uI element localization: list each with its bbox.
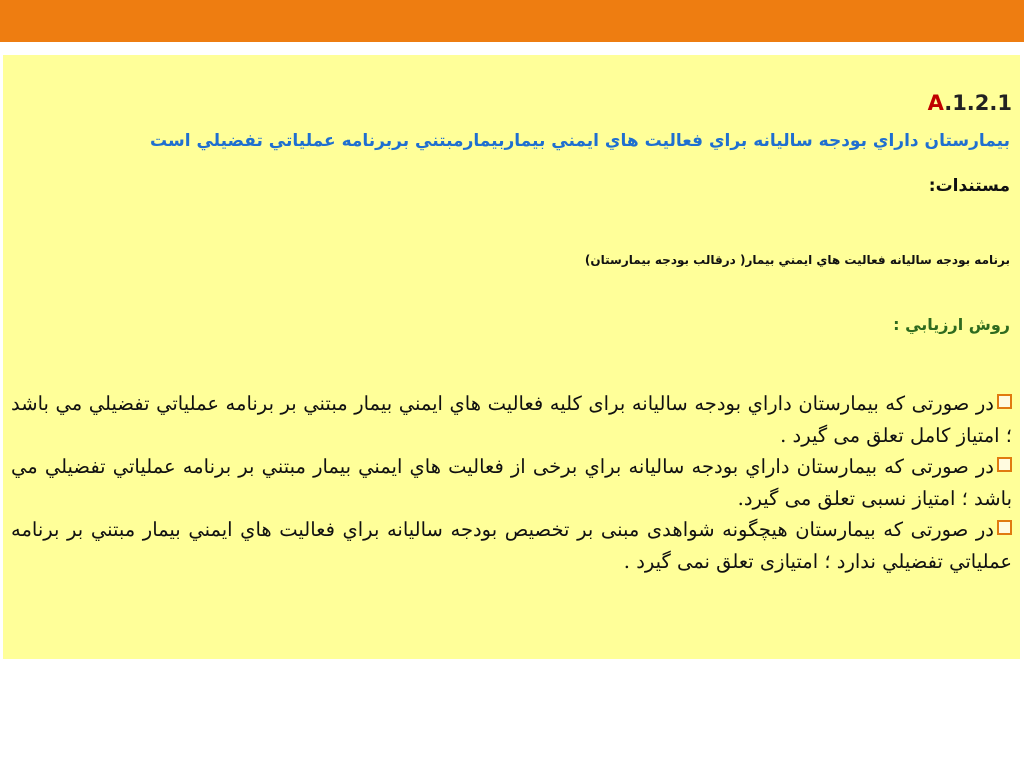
evaluation-label: روش ارزيابي : <box>893 315 1010 334</box>
standard-title: بيمارستان داراي بودجه ساليانه براي فعاليت هاي ايمني بيماربيمارمبتني بربرنامه عملياتي تفضيلي است <box>149 131 1010 151</box>
criteria-item <box>11 514 1012 577</box>
criteria-item <box>11 451 1012 514</box>
standard-code-number: .1.2.1 <box>944 91 1012 115</box>
checkbox-bullet-icon <box>997 520 1012 535</box>
top-accent-bar <box>0 0 1024 42</box>
criteria-list <box>11 388 1012 577</box>
standard-code <box>928 91 1012 115</box>
checkbox-bullet-icon <box>997 394 1012 409</box>
criteria-text: در صورتی که بيمارستان هيچگونه شواهدی مبنی بر تخصيص بودجه ساليانه براي فعاليت هاي ايمني بيمار مبتني بر برنامه عملياتي تفضيلي ندارد ؛ امتيازی تعلق نمی گيرد . <box>11 518 1012 573</box>
checkbox-bullet-icon <box>997 457 1012 472</box>
documents-item: برنامه بودجه ساليانه فعاليت هاي ايمني بيمار( درقالب بودجه بيمارستان) <box>584 253 1010 267</box>
documents-label: مستندات: <box>928 176 1010 196</box>
standard-code-prefix: A <box>927 91 945 115</box>
criteria-text: در صورتی که بيمارستان داراي بودجه ساليانه براي برخی از فعاليت هاي ايمني بيمار مبتني بر برنامه عملياتي تفضيلي مي باشد ؛ امتياز نسبی تعلق می گيرد. <box>11 455 1012 510</box>
criteria-text: در صورتی که بيمارستان داراي بودجه ساليانه برای کليه فعاليت هاي ايمني بيمار مبتني بر برنامه عملياتي تفضيلي مي باشد ؛ امتياز کامل تعلق می گيرد . <box>11 392 1012 447</box>
slide-content-box <box>3 55 1020 659</box>
criteria-item <box>11 388 1012 451</box>
